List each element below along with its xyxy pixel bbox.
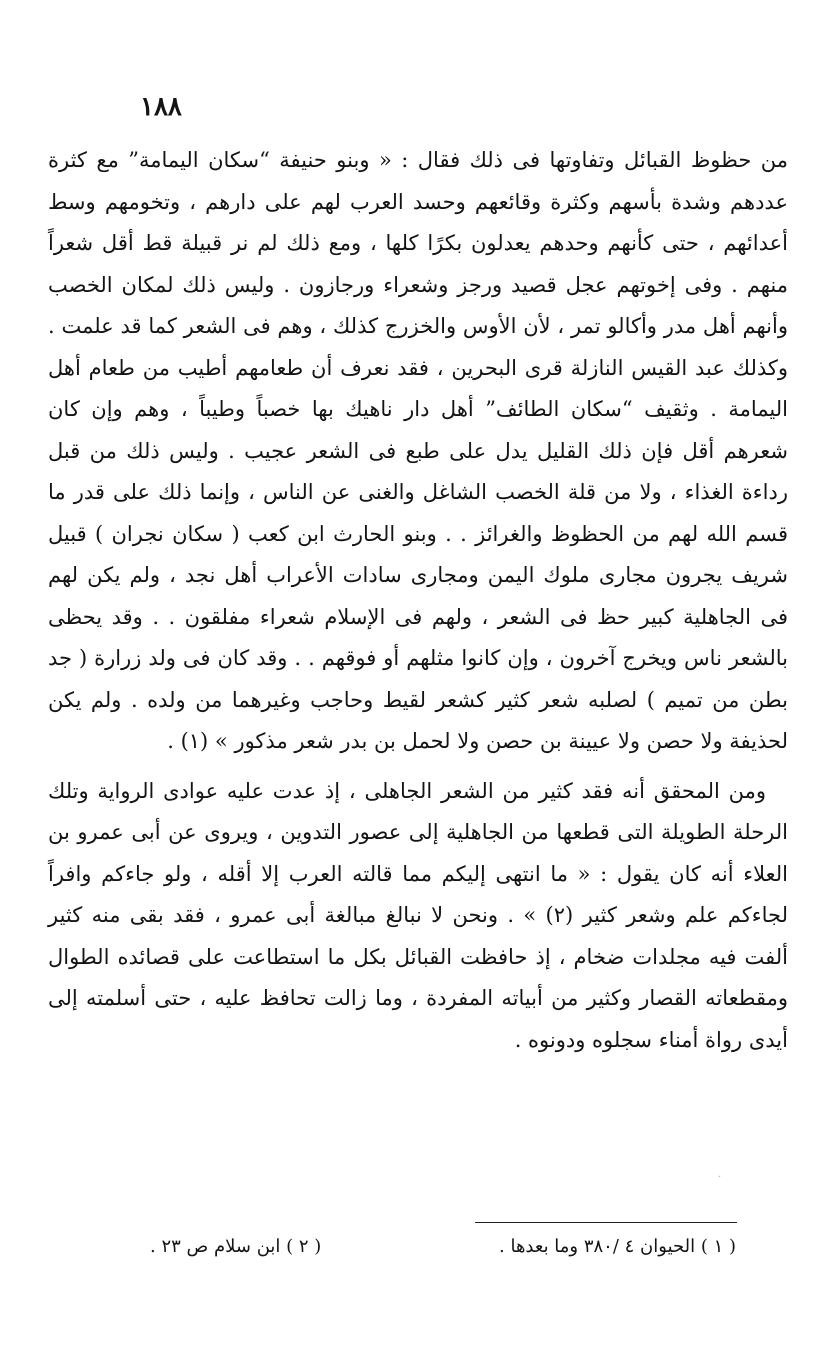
- page-speck: ·: [718, 1172, 722, 1183]
- paragraph-2: ومن المحقق أنه فقد كثير من الشعر الجاهلى ، إذ عدت عليه عوادى الرواية وتلك الرحلة الطويلة التى قطعها من الجاهلية إلى عصور التدوين ، ويروى عن أبى عمرو بن العلاء أنه كان يقول : « ما انتهى إليكم مما قالته العرب إلا أقله ، ولو جاءكم وافراً لجاءكم علم وشعر كثير (٢) » . ونحن لا نبالغ مبالغة أبى عمرو ، فقد بقى منه كثير ألفت فيه مجلدات ضخام ، إذ حافظت القبائل بكل ما استطاعت على قصائده الطوال ومقطعاته القصار وكثير من أبياته المفردة ، وما زالت تحافظ عليه ، حتى أسلمته إلى أيدى رواة أمناء سجلوه ودونوه .: [48, 778, 788, 1052]
- footnote-1: ( ١ ) الحيوان ٤ /٣٨٠ وما بعدها .: [499, 1236, 736, 1257]
- footnote-2: ( ٢ ) ابن سلام ص ٢٣ .: [150, 1236, 322, 1257]
- paragraph-1: من حظوظ القبائل وتفاوتها فى ذلك فقال : « وبنو حنيفة “سكان اليمامة” مع كثرة عددهم وشدة بأسهم وكثرة وقائعهم وحسد العرب لهم على دارهم ، وتخومهم وسط أعدائهم ، حتى كأنهم وحدهم يعدلون بكرًا كلها ، ومع ذلك لم نر قبيلة قط أقل شعراً منهم . وفى إخوتهم عجل قصيد ورجز وشعراء ورجازون . وليس ذلك لمكان الخصب وأنهم أهل مدر وأكالو تمر ، لأن الأوس والخزرج كذلك ، وهم فى الشعر كما قد علمت . وكذلك عبد القيس النازلة قرى البحرين ، فقد نعرف أن طعامهم أطيب من طعام أهل اليمامة . وثقيف “سكان الطائف” أهل دار ناهيك بها خصباً وطيباً ، وهم وإن كان شعرهم أقل فإن ذلك القليل يدل على طبع فى الشعر عجيب . وليس ذلك من قبل رداءة الغذاء ، ولا من قلة الخصب الشاغل والغنى عن الناس ، وإنما ذلك على قدر ما قسم الله لهم من الحظوظ والغرائز . . وبنو الحارث ابن كعب ( سكان نجران ) قبيل شريف يجرون مجارى ملوك اليمن ومجارى سادات الأعراب أهل نجد ، ولم يكن لهم فى الجاهلية كبير حظ فى الشعر ، ولهم فى الإسلام شعراء مفلقون . . وقد يحظى بالشعر ناس ويخرج آخرون ، وإن كانوا مثلهم أو فوقهم . . وقد كان فى ولد زرارة ( جد بطن من تميم ) لصلبه شعر كثير كشعر لقيط وحاجب وغيرهما من ولده . ولم يكن لحذيفة ولا حصن ولا عيينة بن حصن ولا لحمل بن بدر شعر مذكور » (١) .: [48, 148, 788, 753]
- body-text: [48, 140, 788, 1061]
- page-number: ١٨٨: [140, 92, 182, 122]
- footnote-divider: [475, 1222, 737, 1223]
